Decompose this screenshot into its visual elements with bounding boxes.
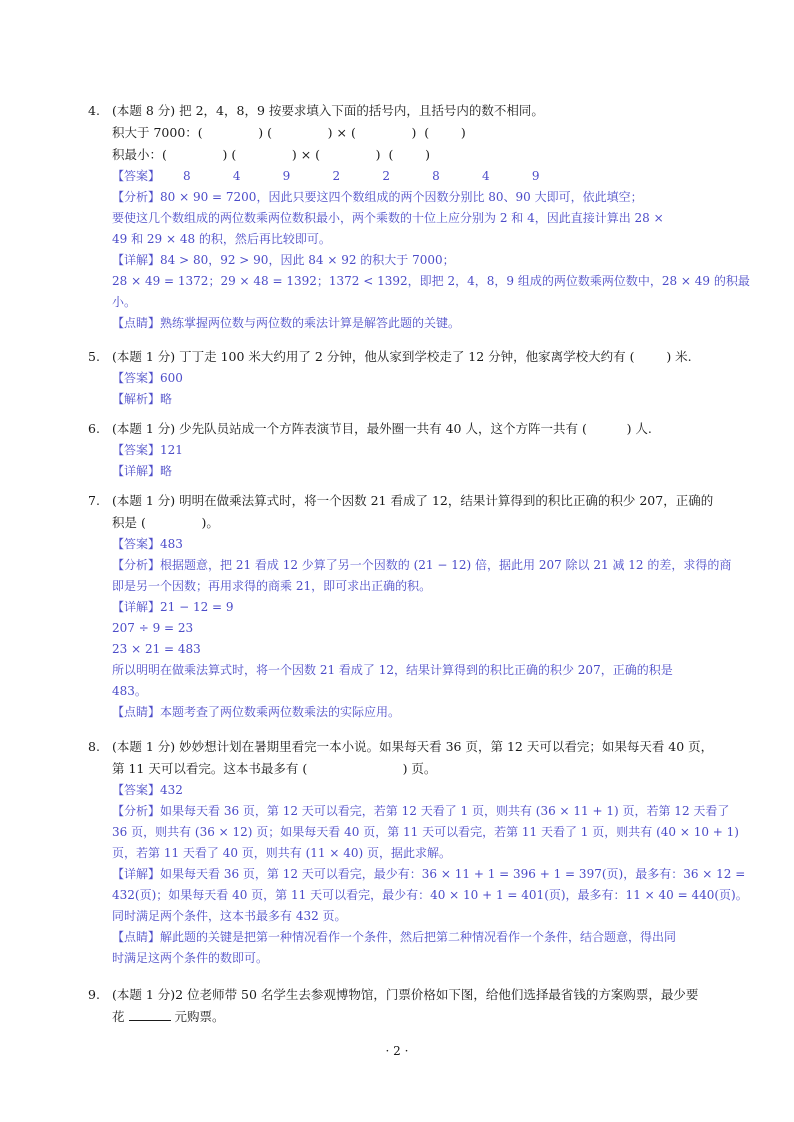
detail-line: 【详解】如果每天看 36 页，第 12 天可以看完，最少有：36 × 11 + 1 = 396 + 1 = 397(页)，最多有：36 × 12 = <box>112 867 746 881</box>
fill-line-max: 积大于 7000：( ) ( ) × ( ) ( ) <box>112 125 466 140</box>
question-5 <box>88 346 718 410</box>
question-stem: (本题 1 分) 妙妙想计划在暑期里看完一本小说。如果每天看 36 页，第 12 天可以看完；如果每天看 40 页， <box>112 739 714 754</box>
tip-line: 【点睛】本题考查了两位数乘两位数乘法的实际应用。 <box>112 705 401 719</box>
tip-line: 【点睛】解此题的关键是把第一种情况看作一个条件，然后把第二种情况看作一个条件，结合题意，得出同 <box>112 930 677 944</box>
answer-line: 【答案】121 <box>112 443 183 457</box>
answer-tag: 【答案】 <box>112 169 161 183</box>
question-stem: 第 11 天可以看完。这本书最多有 ( ) 页。 <box>112 761 437 776</box>
stem-text: 元购票。 <box>174 1009 225 1024</box>
page-number: · 2 · <box>385 1044 409 1058</box>
question-number: 7. <box>88 493 100 508</box>
detail-line: 483。 <box>112 684 147 698</box>
tip-line: 【点睛】熟练掌握两位数与两位数的乘法计算是解答此题的关键。 <box>112 316 461 330</box>
question-stem: 积是 ( )。 <box>112 515 219 530</box>
detail-line: 28 × 49 = 1372；29 × 48 = 1392；1372 < 1392，即把 2，4，8，9 组成的两位数乘两位数中，28 × 49 的积最 <box>112 274 750 288</box>
analysis-line: 【分析】如果每天看 36 页，第 12 天可以看完，若第 12 天看了 1 页，则共有 (36 × 11 + 1) 页，若第 12 天看了 <box>112 804 730 818</box>
answer-row <box>112 166 718 187</box>
analysis-line: 页，若第 11 天看了 40 页，则共有 (11 × 40) 页，据此求解。 <box>112 846 452 860</box>
question-number: 6. <box>88 421 100 436</box>
detail-line: 【详解】84 > 80，92 > 90，因此 84 × 92 的积大于 7000； <box>112 253 455 267</box>
detail-line: 432(页)；如果每天看 40 页，第 11 天可以看完，最少有：40 × 10 + 1 = 401(页)，最多有：11 × 40 = 440(页)。 <box>112 888 748 902</box>
answer-value: 8 <box>183 169 191 183</box>
answer-value: 9 <box>282 169 291 183</box>
question-stem: (本题 1 分) 丁丁走 100 米大约用了 2 分钟，他从家到学校走了 12 分钟，他家离学校大约有 ( ) 米. <box>112 349 692 364</box>
question-9 <box>88 984 718 1028</box>
question-number: 5. <box>88 349 100 364</box>
answer-value: 2 <box>382 169 390 183</box>
answer-line: 【答案】600 <box>112 371 183 385</box>
answer-value: 2 <box>332 169 341 183</box>
answer-line: 【答案】483 <box>112 537 183 551</box>
analysis-line: 49 和 29 × 48 的积，然后再比较即可。 <box>112 232 331 246</box>
question-stem: (本题 1 分) 明明在做乘法算式时，将一个因数 21 看成了 12，结果计算得到的积比正确的积少 207，正确的 <box>112 493 714 508</box>
detail-line: 同时满足两个条件，这本书最多有 432 页。 <box>112 909 347 923</box>
analysis-line: 【分析】80 × 90 = 7200，因此只要这四个数组成的两个因数分别比 80、90 大即可，依此填空； <box>112 190 643 204</box>
answer-value: 4 <box>232 169 241 183</box>
answer-value: 8 <box>432 169 440 183</box>
question-number: 9. <box>88 987 100 1002</box>
answer-value: 4 <box>481 169 490 183</box>
question-stem-line-2 <box>112 1006 718 1028</box>
question-7 <box>88 490 732 723</box>
detail-line: 207 ÷ 9 = 23 <box>112 621 194 635</box>
explain-line: 【详解】略 <box>112 464 173 478</box>
tip-line: 时满足这两个条件的数即可。 <box>112 951 269 965</box>
question-stem: (本题 1 分)2 位老师带 50 名学生去参观博物馆，门票价格如下图，给他们选择最省钱的方案购票，最少要 <box>112 987 699 1002</box>
answer-line: 【答案】432 <box>112 783 183 797</box>
question-stem: (本题 8 分) 把 2，4，8，9 按要求填入下面的括号内，且括号内的数不相同。 <box>112 103 544 118</box>
question-4 <box>88 100 750 334</box>
analysis-line: 36 页，则共有 (36 × 12) 页；如果每天看 40 页，第 11 天可以看完，若第 11 天看了 1 页，则共有 (40 × 10 + 1) <box>112 825 739 839</box>
detail-line: 【详解】21 − 12 = 9 <box>112 600 234 614</box>
question-8 <box>88 736 748 969</box>
stem-text: 花 <box>112 1009 125 1024</box>
fill-line-min: 积最小：( ) ( ) × ( ) ( ) <box>112 147 431 162</box>
detail-line: 所以明明在做乘法算式时，将一个因数 21 看成了 12，结果计算得到的积比正确的积少 207，正确的积是 <box>112 663 673 677</box>
analysis-line: 即是另一个因数；再用求得的商乘 21，即可求出正确的积。 <box>112 579 432 593</box>
question-stem: (本题 1 分) 少先队员站成一个方阵表演节目，最外圈一共有 40 人，这个方阵一共有 ( ) 人. <box>112 421 652 436</box>
analysis-line: 【分析】根据题意，把 21 看成 12 少算了另一个因数的 (21 − 12) 倍，据此用 207 除以 21 减 12 的差，求得的商 <box>112 558 732 572</box>
detail-line: 23 × 21 = 483 <box>112 642 201 656</box>
explain-line: 【解析】略 <box>112 392 173 406</box>
analysis-line: 要使这几个数组成的两位数乘两位数积最小，两个乘数的十位上应分别为 2 和 4，因此直接计算出 28 × <box>112 211 664 225</box>
detail-line: 小。 <box>112 295 137 309</box>
answer-value: 9 <box>531 169 540 183</box>
question-number: 4. <box>88 103 100 118</box>
question-6 <box>88 418 718 482</box>
answer-blank[interactable] <box>129 1008 171 1021</box>
question-number: 8. <box>88 739 100 754</box>
